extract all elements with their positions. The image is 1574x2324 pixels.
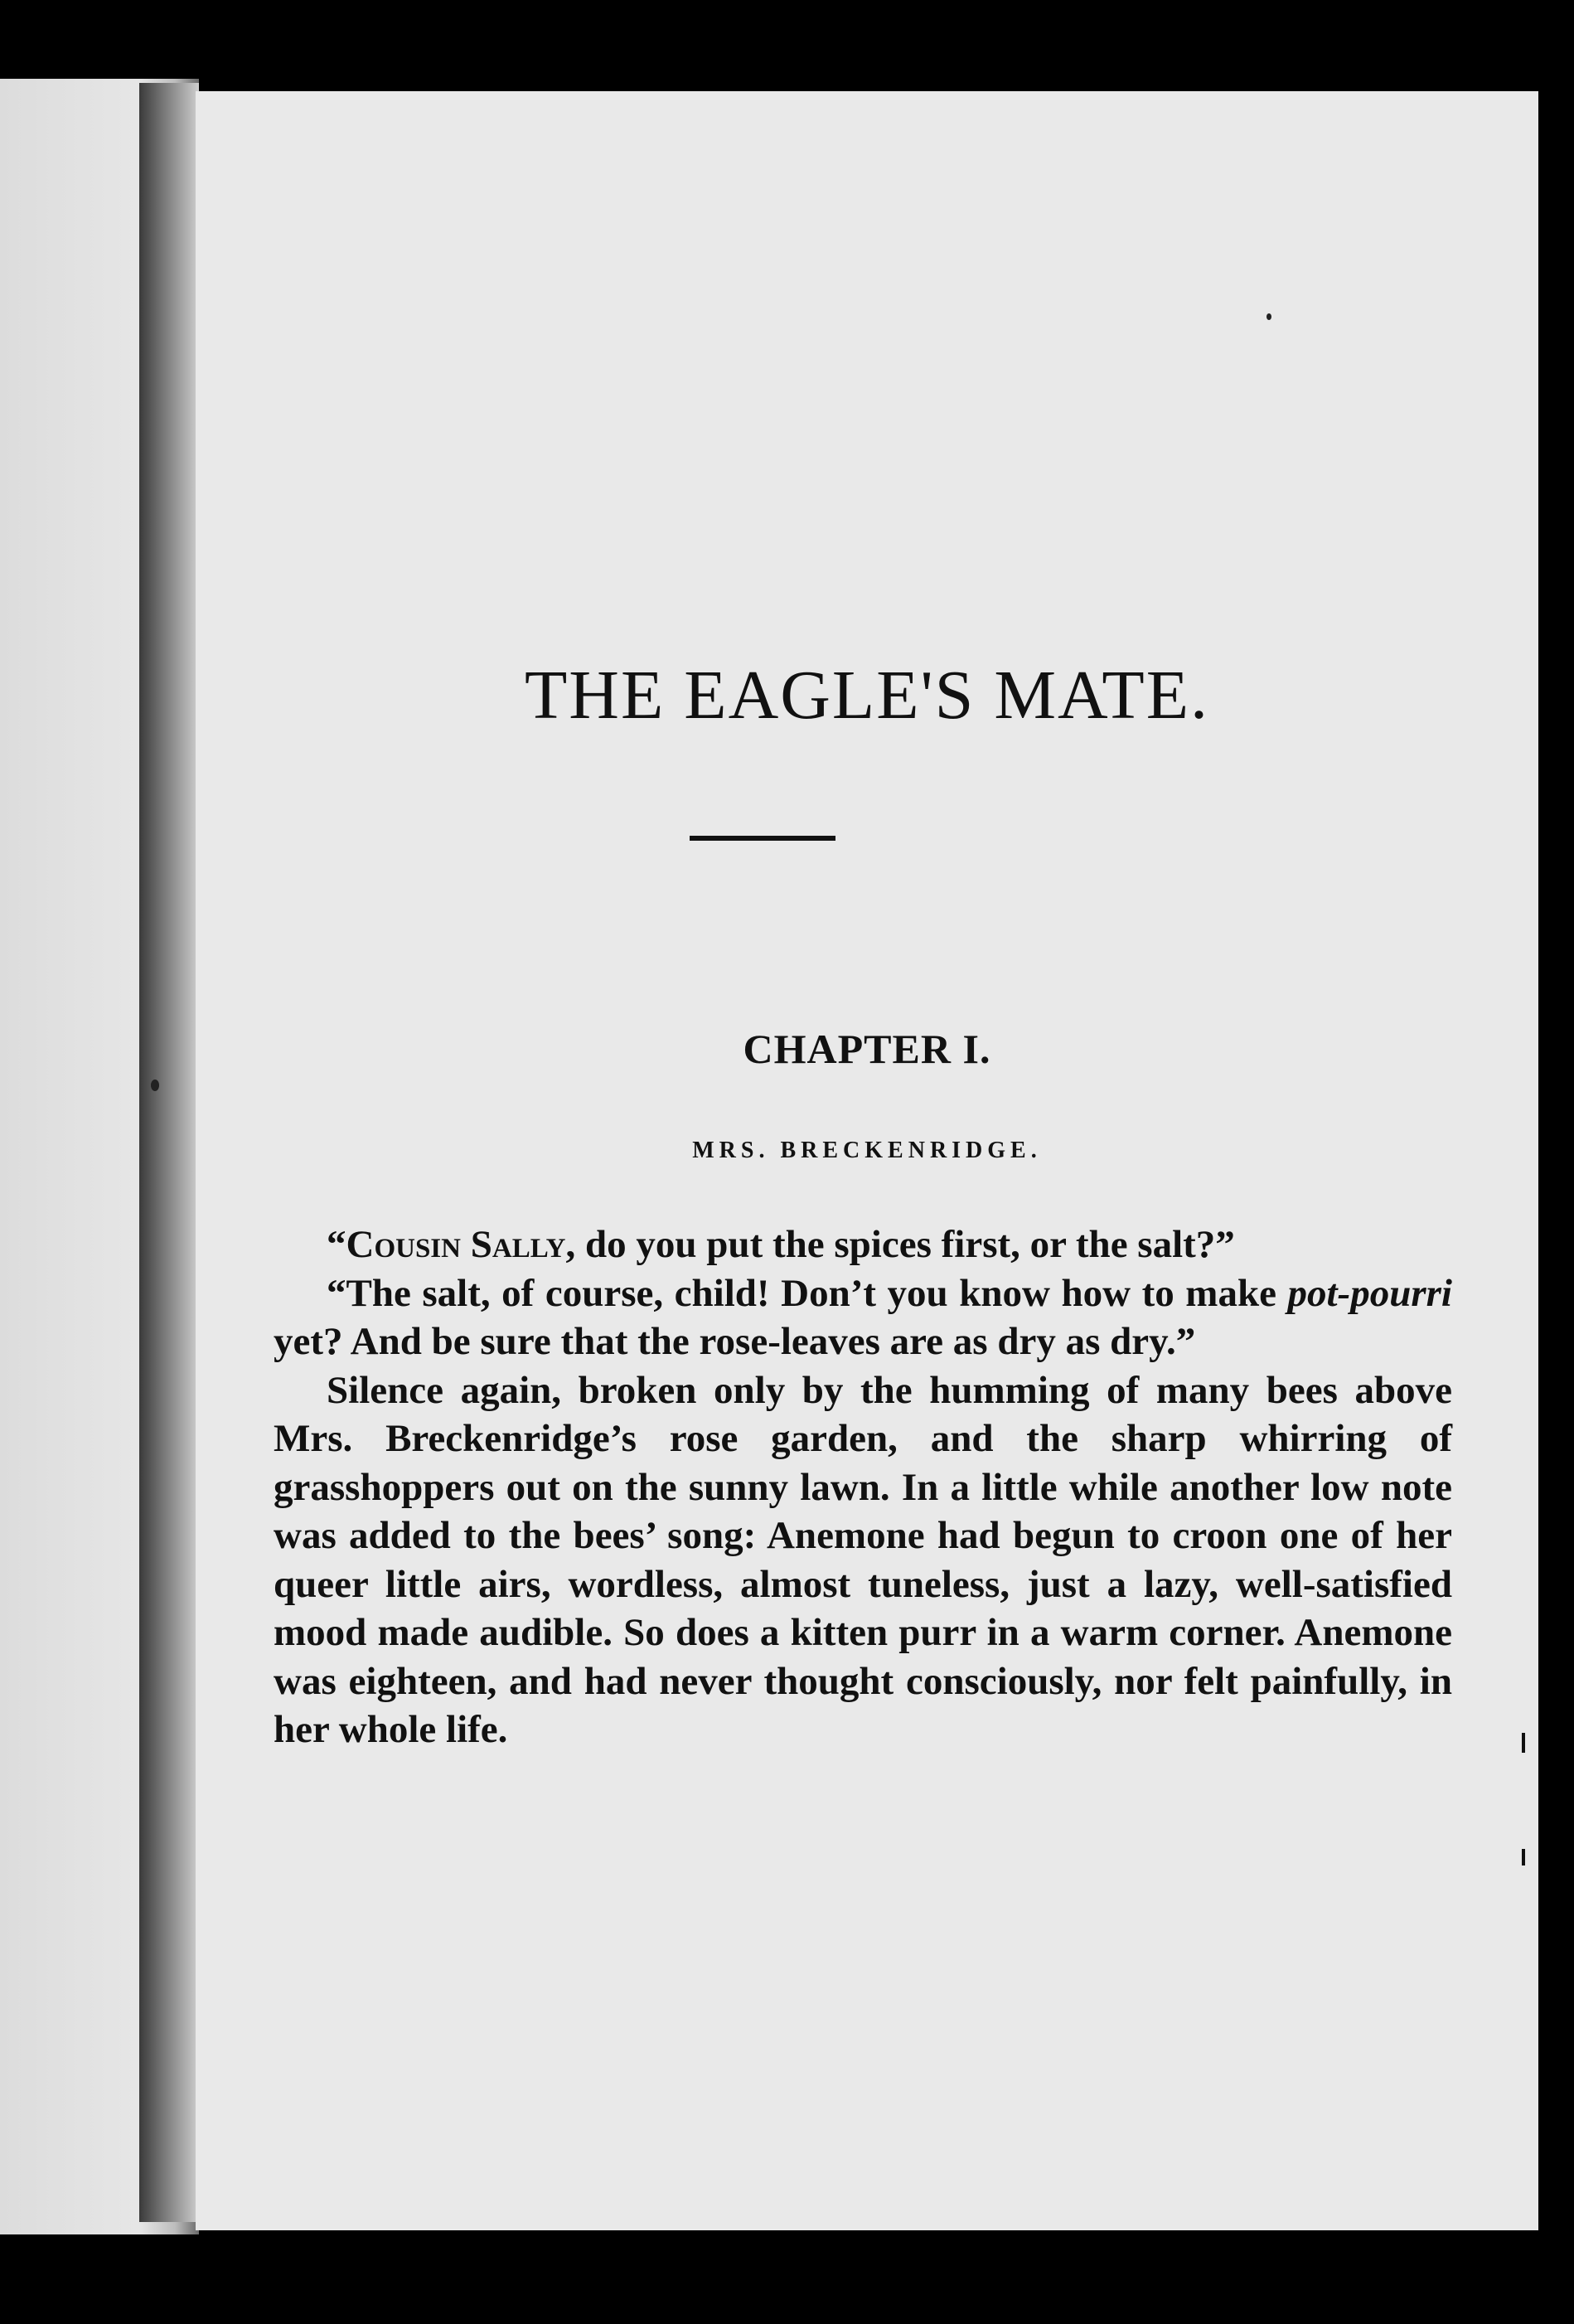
text-run: , do you put the spices first, or the salt?”: [565, 1223, 1235, 1266]
book-page: [196, 91, 1538, 2230]
text-run: Silence again, broken only by the humming of many bees above Mrs. Breckenridge’s rose garden, and the sharp whirring of grasshoppers out on the sunny lawn. In a little while another low note was added to the bees’ song: Anemone had begun to croon one of her queer little airs, wordless, almost tuneless, just a lazy, well-satisfied mood made audible. So does a kitten purr in a warm corner. Anemone was eighteen, and had never thought consciously, nor felt painfully, in her whole life.: [274, 1368, 1452, 1751]
dust-speck: [1266, 313, 1271, 320]
page-edge-mark: [1522, 1733, 1525, 1753]
text-run: yet? And be sure that the rose-leaves are as dry as dry.”: [274, 1320, 1196, 1363]
text-run: “: [327, 1223, 346, 1266]
page-edge-mark: [1522, 1849, 1525, 1866]
book-gutter: [139, 83, 199, 2222]
chapter-subtitle: MRS. BRECKENRIDGE.: [692, 1138, 1042, 1163]
paragraph-3: [274, 1366, 1452, 1754]
chapter-heading: CHAPTER I.: [743, 1026, 991, 1072]
italic-term: pot-pourri: [1287, 1271, 1452, 1315]
speaker-name: Cousin Sally: [346, 1223, 566, 1266]
book-title: THE EAGLE'S MATE.: [524, 657, 1210, 734]
paragraph-2: [274, 1269, 1452, 1366]
paragraph-1: [274, 1220, 1452, 1269]
title-divider: [690, 836, 835, 841]
chapter-body: [274, 1220, 1452, 1754]
dust-speck: [151, 1080, 159, 1091]
text-run: “The salt, of course, child! Don’t you know how to make: [327, 1271, 1288, 1315]
